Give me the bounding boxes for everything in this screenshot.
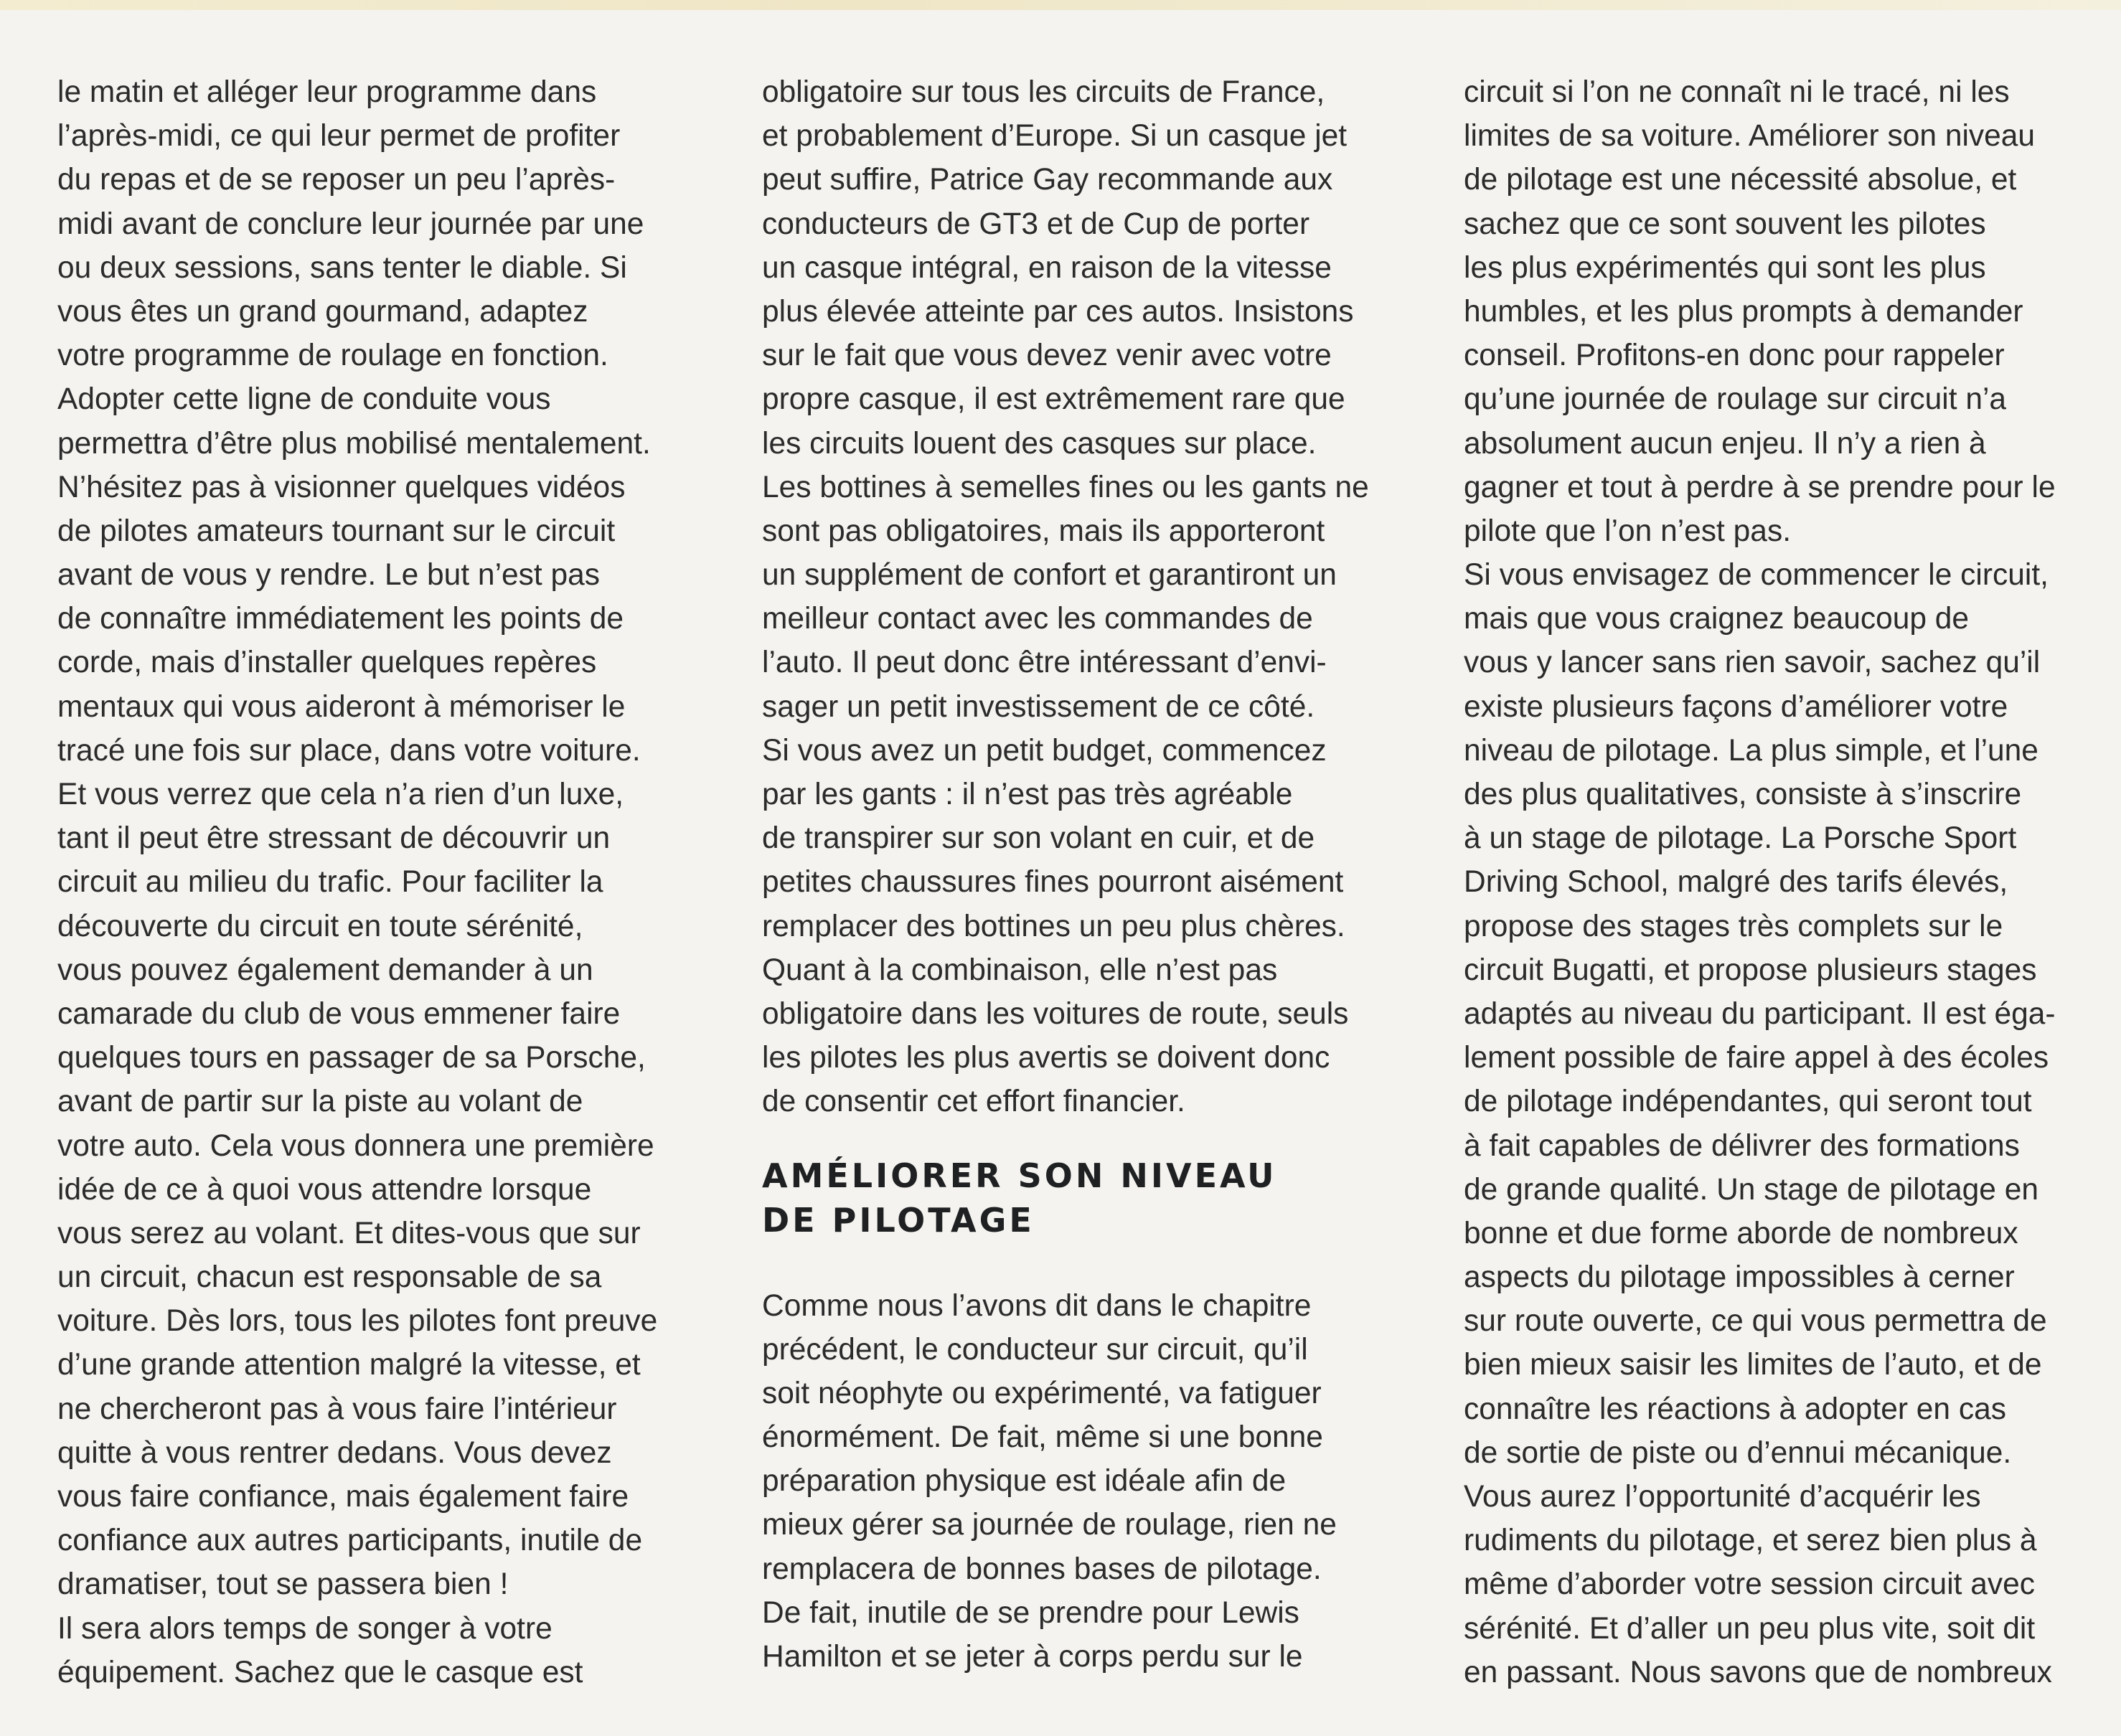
text-line: ou deux sessions, sans tenter le diable. Si [57,250,627,285]
text-line: l’auto. Il peut donc être intéressant d’envi- [762,646,1327,680]
text-line: mais que vous craignez beaucoup de [1464,602,1970,636]
text-line: humbles, et les plus prompts à demander [1464,294,2023,329]
text-line: à un stage de pilotage. La Porsche Sport [1464,821,2017,856]
text-line: de consentir cet effort financier. [762,1085,1185,1119]
text-line: Comme nous l’avons dit dans le chapitre [762,1288,1312,1323]
text-line: Hamilton et se jeter à corps perdu sur le [762,1640,1303,1674]
text-line: un casque intégral, en raison de la vitesse [762,250,1332,285]
text-line: pilote que l’on n’est pas. [1464,514,1792,548]
text-line: soit néophyte ou expérimenté, va fatiguer [762,1376,1322,1410]
text-line: idée de ce à quoi vous attendre lorsque [57,1172,592,1207]
text-line: remplacer des bottines un peu plus chères. [762,909,1345,943]
text-line: peut suffire, Patrice Gay recommande aux [762,163,1333,197]
text-line: vous pouvez également demander à un [57,953,593,987]
text-line: votre auto. Cela vous donnera une première [57,1128,654,1163]
text-line: de pilotage est une nécessité absolue, et [1464,163,2017,197]
text-line: rudiments du pilotage, et serez bien plus à [1464,1524,2037,1558]
photo-edge-strip [0,0,2121,10]
text-line: tracé une fois sur place, dans votre voiture. [57,733,641,768]
text-line: équipement. Sachez que le casque est [57,1655,583,1689]
text-line: obligatoire dans les voitures de route, seuls [762,996,1349,1031]
text-line: sérénité. Et d’aller un peu plus vite, soit dit [1464,1611,2036,1646]
text-line: Et vous verrez que cela n’a rien d’un luxe, [57,778,624,811]
text-line: mieux gérer sa journée de roulage, rien ne [762,1508,1337,1542]
text-line: permettra d’être plus mobilisé mentalement. [57,426,651,461]
text-line: les pilotes les plus avertis se doivent donc [762,1041,1330,1075]
text-line: Les bottines à semelles fines ou les gants ne [762,470,1369,504]
text-line: conducteurs de GT3 et de Cup de porter [762,207,1310,241]
text-line: le matin et alléger leur programme dans [57,75,597,109]
text-line: dramatiser, tout se passera bien ! [57,1567,509,1602]
text-line: midi avant de conclure leur journée par une [57,207,644,241]
text-line: lement possible de faire appel à des écoles [1464,1041,2049,1075]
text-line: préparation physique est idéale afin de [762,1464,1287,1499]
text-line: conseil. Profitons-en donc pour rappeler [1464,339,2005,373]
text-line: circuit si l’on ne connaît ni le tracé, ni les [1464,75,2010,109]
text-line: vous serez au volant. Et dites-vous que sur [57,1216,641,1250]
text-line: précédent, le conducteur sur circuit, qu’il [762,1332,1308,1367]
text-line: Il sera alors temps de songer à votre [57,1611,552,1646]
text-line: avant de vous y rendre. Le but n’est pas [57,558,601,593]
text-line: adaptés au niveau du participant. Il est éga- [1464,996,2056,1031]
text-line: les plus expérimentés qui sont les plus [1464,250,1986,285]
paragraph-block-before-heading [762,70,1408,1124]
text-line: même d’aborder votre session circuit avec [1464,1567,2036,1602]
text-line: un circuit, chacun est responsable de sa [57,1260,602,1295]
text-line: propre casque, il est extrêmement rare que [762,382,1345,417]
text-line: de pilotage indépendantes, qui seront tout [1464,1085,2032,1119]
text-line: sachez que ce sont souvent les pilotes [1464,207,1986,241]
text-line: vous y lancer sans rien savoir, sachez qu’il [1464,646,2041,680]
text-line: avant de partir sur la piste au volant de [57,1085,583,1119]
text-line: découverte du circuit en toute sérénité, [57,909,583,943]
text-line: sont pas obligatoires, mais ils apporteront [762,514,1325,548]
text-line: des plus qualitatives, consiste à s’inscrire [1464,778,2022,811]
text-line: quelques tours en passager de sa Porsche, [57,1041,646,1075]
text-line: vous êtes un grand gourmand, adaptez [57,294,588,329]
text-line: existe plusieurs façons d’améliorer votre [1464,689,2008,724]
text-line: niveau de pilotage. La plus simple, et l’une [1464,733,2038,768]
text-line: bonne et due forme aborde de nombreux [1464,1216,2018,1250]
text-line: sur le fait que vous devez venir avec votre [762,339,1332,373]
text-line: à fait capables de délivrer des formations [1464,1128,2020,1163]
text-line: et probablement d’Europe. Si un casque jet [762,119,1348,154]
text-column-right [1464,70,2110,1694]
text-line: en passant. Nous savons que de nombreux [1464,1655,2052,1689]
text-line: de pilotes amateurs tournant sur le circuit [57,514,616,548]
text-line: les circuits louent des casques sur place. [762,426,1317,461]
text-line: mentaux qui vous aideront à mémoriser le [57,689,626,724]
text-line: ne chercheront pas à vous faire l’intérieur [57,1392,617,1426]
text-line: votre programme de roulage en fonction. [57,339,608,373]
text-line: un supplément de confort et garantiront un [762,558,1337,593]
text-line: remplacera de bonnes bases de pilotage. [762,1552,1322,1586]
text-line: Adopter cette ligne de conduite vous [57,382,551,417]
section-heading [762,1154,1408,1242]
text-line: propose des stages très complets sur le [1464,909,2003,943]
text-line: confiance aux autres participants, inutile de [57,1524,643,1558]
text-line: N’hésitez pas à visionner quelques vidéos [57,470,626,504]
text-line: camarade du club de vous emmener faire [57,996,621,1031]
text-line: plus élevée atteinte par ces autos. Insistons [762,294,1354,329]
text-line: énormément. De fait, même si une bonne [762,1420,1323,1455]
text-line: Si vous avez un petit budget, commencez [762,733,1327,768]
text-line: qu’une journée de roulage sur circuit n’a [1464,382,2007,417]
text-line: de transpirer sur son volant en cuir, et de [762,821,1315,856]
text-line: quitte à vous rentrer dedans. Vous devez [57,1435,612,1470]
text-line: Driving School, malgré des tarifs élevés, [1464,865,2008,900]
text-line: circuit au milieu du trafic. Pour faciliter la [57,865,603,900]
text-column-left [57,70,703,1694]
text-line: gagner et tout à perdre à se prendre pour le [1464,470,2056,504]
text-line: de connaître immédiatement les points de [57,602,624,636]
text-line: de grande qualité. Un stage de pilotage en [1464,1172,2039,1207]
text-line: De fait, inutile de se prendre pour Lewis [762,1595,1299,1630]
text-line: l’après-midi, ce qui leur permet de profiter [57,119,621,154]
text-column-middle [762,70,1408,1679]
section-heading-line: DE PILOTAGE [762,1200,1035,1240]
text-line: aspects du pilotage impossibles à cerner [1464,1260,2015,1295]
text-line: voiture. Dès lors, tous les pilotes font preuve [57,1304,658,1339]
text-line: circuit Bugatti, et propose plusieurs stages [1464,953,2037,987]
text-line: Quant à la combinaison, elle n’est pas [762,953,1278,987]
text-line: corde, mais d’installer quelques repères [57,646,597,680]
text-line: connaître les réactions à adopter en cas [1464,1392,2007,1426]
text-line: du repas et de se reposer un peu l’après- [57,163,616,197]
text-line: limites de sa voiture. Améliorer son niveau [1464,119,2036,154]
text-line: petites chaussures fines pourront aisément [762,865,1344,900]
text-line: par les gants : il n’est pas très agréable [762,778,1293,811]
text-line: obligatoire sur tous les circuits de France, [762,75,1325,109]
text-line: bien mieux saisir les limites de l’auto, et de [1464,1348,2042,1382]
text-line: de sortie de piste ou d’ennui mécanique. [1464,1435,2012,1470]
text-line: absolument aucun enjeu. Il n’y a rien à [1464,426,1986,461]
text-line: Si vous envisagez de commencer le circuit, [1464,558,2049,593]
section-heading-line: AMÉLIORER SON NIVEAU [762,1156,1277,1195]
text-line: sur route ouverte, ce qui vous permettra de [1464,1304,2047,1339]
paragraph-block-after-heading [762,1284,1408,1679]
text-line: meilleur contact avec les commandes de [762,602,1313,636]
text-line: tant il peut être stressant de découvrir un [57,821,611,856]
text-line: Vous aurez l’opportunité d’acquérir les [1464,1480,1981,1514]
text-line: vous faire confiance, mais également faire [57,1480,629,1514]
text-line: sager un petit investissement de ce côté. [762,689,1315,724]
text-line: d’une grande attention malgré la vitesse, et [57,1348,641,1382]
